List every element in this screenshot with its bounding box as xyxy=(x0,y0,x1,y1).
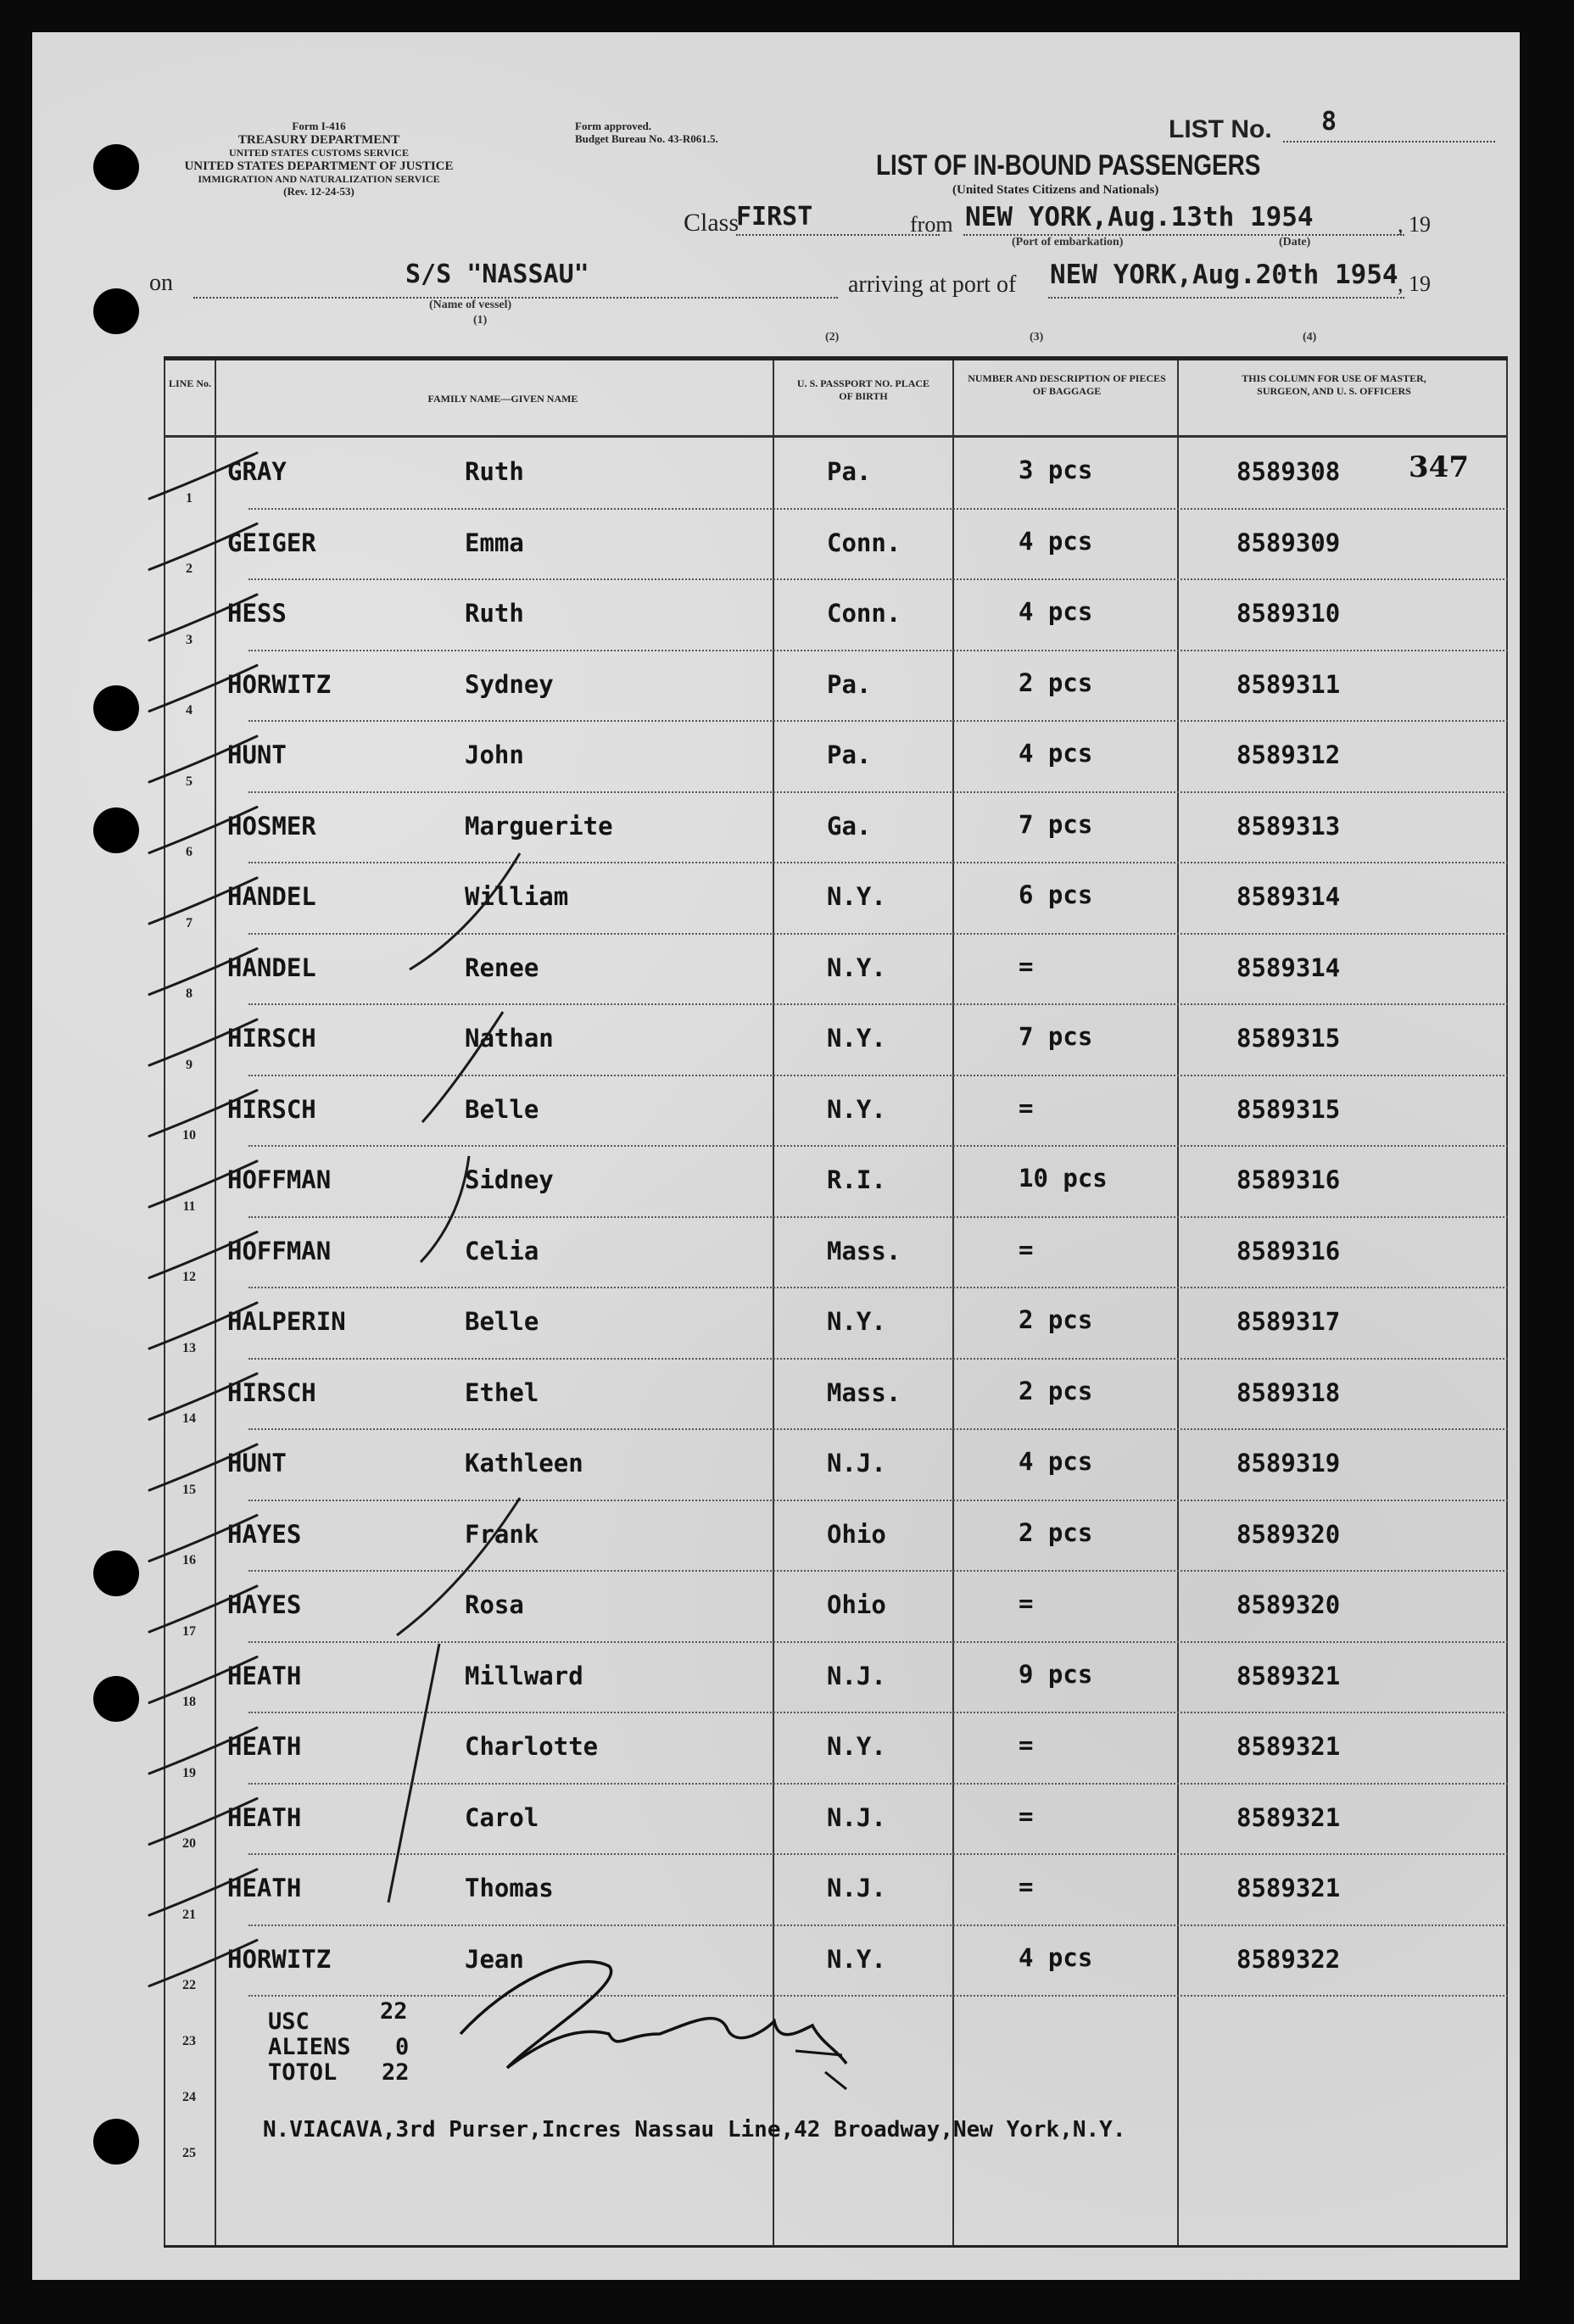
justice-dept: UNITED STATES DEPARTMENT OF JUSTICE xyxy=(184,159,454,173)
row-divider xyxy=(248,1003,1508,1005)
birth-place: N.J. xyxy=(827,1449,886,1478)
arriving-underline xyxy=(1048,297,1404,299)
table-row xyxy=(164,1505,1508,1576)
table-row xyxy=(164,1788,1508,1859)
given-name: Ethel xyxy=(465,1377,539,1407)
birth-place: N.Y. xyxy=(827,1094,886,1124)
line-number: 18 xyxy=(182,1695,196,1709)
usc-value: 22 xyxy=(380,1998,408,2025)
birth-place: Conn. xyxy=(827,528,901,557)
given-name: Marguerite xyxy=(465,811,613,841)
baggage-count: 7 pcs xyxy=(1019,809,1093,839)
given-name: Frank xyxy=(465,1519,539,1549)
arriving-year: , 19 xyxy=(1398,271,1431,296)
family-name: HALPERIN xyxy=(227,1307,346,1336)
row-divider xyxy=(248,578,1508,580)
line-number: 5 xyxy=(186,774,193,789)
line-number: 12 xyxy=(182,1270,196,1284)
row-divider xyxy=(248,1145,1508,1147)
table-row xyxy=(164,1575,1508,1646)
passport-number: 8589321 xyxy=(1236,1732,1341,1761)
baggage-count: 4 pcs xyxy=(1019,526,1093,556)
table-row xyxy=(164,513,1508,584)
caption-1: (1) xyxy=(473,314,488,327)
row-divider xyxy=(248,933,1508,935)
date-caption: (Date) xyxy=(1279,236,1311,249)
header-officers: THIS COLUMN FOR USE OF MASTER, SURGEON, AND U. S. OFFICERS xyxy=(1242,372,1426,397)
baggage-count: 10 pcs xyxy=(1019,1164,1108,1193)
line-number: 3 xyxy=(186,632,193,647)
family-name: HEATH xyxy=(227,1661,302,1690)
passport-number: 8589322 xyxy=(1236,1944,1341,1974)
baggage-count: 4 pcs xyxy=(1019,739,1093,768)
header-name: FAMILY NAME—GIVEN NAME xyxy=(427,393,578,405)
form-title: LIST OF IN-BOUND PASSENGERS xyxy=(876,149,1261,182)
from-year: , 19 xyxy=(1398,212,1431,237)
family-name: HAYES xyxy=(227,1590,302,1619)
margin-note: 347 xyxy=(1409,450,1469,484)
passport-number: 8589310 xyxy=(1236,599,1341,628)
table-row xyxy=(164,1008,1508,1080)
table-row xyxy=(164,442,1508,513)
family-name: HORWITZ xyxy=(227,1944,332,1974)
birth-place: N.Y. xyxy=(827,1024,886,1053)
line-number: 25 xyxy=(182,2146,196,2160)
birth-place: Ga. xyxy=(827,811,872,841)
class-value: FIRST xyxy=(736,202,813,232)
family-name: HOFFMAN xyxy=(227,1236,332,1265)
line-number: 23 xyxy=(182,2034,196,2048)
table-row xyxy=(164,1930,1508,2001)
birth-place: N.J. xyxy=(827,1802,886,1832)
on-label: on xyxy=(149,270,173,296)
family-name: HEATH xyxy=(227,1802,302,1832)
birth-place: N.Y. xyxy=(827,1732,886,1761)
binder-hole xyxy=(93,144,139,190)
given-name: Belle xyxy=(465,1094,539,1124)
line-number: 16 xyxy=(182,1553,196,1567)
line-number: 9 xyxy=(186,1057,193,1072)
baggage-count: = xyxy=(1019,1234,1034,1264)
table-row xyxy=(164,1080,1508,1151)
vessel-underline xyxy=(193,297,838,299)
line-number: 13 xyxy=(182,1340,196,1355)
arriving-value: NEW YORK,Aug.20th 1954 xyxy=(1050,260,1398,290)
total-label: TOTOL xyxy=(268,2059,338,2086)
birth-place: Mass. xyxy=(827,1236,901,1265)
birth-place: Pa. xyxy=(827,669,872,699)
passport-number: 8589311 xyxy=(1236,669,1341,699)
passport-number: 8589308 xyxy=(1236,457,1341,486)
birth-place: N.Y. xyxy=(827,882,886,911)
passport-number: 8589314 xyxy=(1236,882,1341,911)
line-number: 24 xyxy=(182,2090,196,2104)
passport-number: 8589316 xyxy=(1236,1236,1341,1265)
caption-3: (3) xyxy=(1030,331,1044,344)
vessel-caption: (Name of vessel) xyxy=(429,299,512,311)
baggage-count: = xyxy=(1019,1872,1034,1901)
row-divider xyxy=(248,1853,1508,1855)
line-number: 1 xyxy=(186,490,193,506)
line-number: 19 xyxy=(182,1765,196,1780)
row-divider xyxy=(248,1995,1508,1997)
row-divider xyxy=(248,720,1508,722)
line-number: 8 xyxy=(186,986,193,1001)
row-divider xyxy=(248,1075,1508,1076)
row-divider xyxy=(248,650,1508,651)
class-label: Class xyxy=(684,209,740,237)
line-number: 17 xyxy=(182,1623,196,1639)
line-number: 11 xyxy=(182,1198,196,1214)
family-name: HEATH xyxy=(227,1874,302,1902)
line-number: 6 xyxy=(186,845,193,859)
arriving-label: arriving at port of xyxy=(848,271,1017,298)
passport-number: 8589321 xyxy=(1236,1874,1341,1902)
baggage-count: 2 pcs xyxy=(1019,668,1093,697)
row-divider xyxy=(248,1500,1508,1501)
family-name: HORWITZ xyxy=(227,669,332,699)
row-divider xyxy=(248,1216,1508,1218)
family-name: HEATH xyxy=(227,1732,302,1761)
table-row xyxy=(164,655,1508,726)
given-name: Sidney xyxy=(465,1165,554,1194)
birth-place: Pa. xyxy=(827,740,872,769)
line-number: 20 xyxy=(182,1836,196,1851)
row-divider xyxy=(248,1428,1508,1430)
vessel-name: S/S "NASSAU" xyxy=(405,260,589,289)
given-name: John xyxy=(465,740,524,769)
row-divider xyxy=(248,791,1508,793)
class-underline xyxy=(736,234,940,236)
birth-place: Ohio xyxy=(827,1590,886,1619)
table-row xyxy=(164,725,1508,796)
passport-number: 8589318 xyxy=(1236,1377,1341,1407)
baggage-count: 7 pcs xyxy=(1019,1022,1093,1051)
given-name: Jean xyxy=(465,1944,524,1974)
baggage-count: = xyxy=(1019,1589,1034,1617)
baggage-count: = xyxy=(1019,1801,1034,1830)
list-label: LIST No. xyxy=(1169,115,1272,143)
line-number: 22 xyxy=(182,1978,196,1992)
passenger-table xyxy=(164,356,1508,2248)
passport-number: 8589315 xyxy=(1236,1024,1341,1053)
baggage-count: 9 pcs xyxy=(1019,1659,1093,1689)
baggage-count: 6 pcs xyxy=(1019,880,1093,909)
birth-place: Ohio xyxy=(827,1519,886,1549)
row-divider xyxy=(248,862,1508,863)
baggage-count: 3 pcs xyxy=(1019,455,1093,484)
table-row xyxy=(164,1221,1508,1293)
passport-number: 8589316 xyxy=(1236,1165,1341,1194)
passport-number: 8589317 xyxy=(1236,1307,1341,1336)
table-row xyxy=(164,867,1508,938)
ins-service: IMMIGRATION AND NATURALIZATION SERVICE xyxy=(198,173,440,186)
table-row xyxy=(164,1646,1508,1718)
passport-number: 8589319 xyxy=(1236,1449,1341,1478)
from-label: from xyxy=(910,212,953,237)
aliens-label: ALIENS xyxy=(268,2034,351,2060)
customs-service: UNITED STATES CUSTOMS SERVICE xyxy=(229,147,409,159)
family-name: HANDEL xyxy=(227,882,316,911)
budget-bureau: Budget Bureau No. 43-R061.5. xyxy=(575,131,718,145)
family-name: HANDEL xyxy=(227,953,316,982)
form-subtitle: (United States Citizens and Nationals) xyxy=(952,183,1159,197)
given-name: Kathleen xyxy=(465,1449,583,1478)
birth-place: R.I. xyxy=(827,1165,886,1194)
table-row xyxy=(164,938,1508,1009)
given-name: Sydney xyxy=(465,669,554,699)
given-name: Ruth xyxy=(465,599,524,628)
given-name: Renee xyxy=(465,953,539,982)
passport-number: 8589321 xyxy=(1236,1661,1341,1690)
passport-number: 8589309 xyxy=(1236,528,1341,557)
family-name: HAYES xyxy=(227,1519,302,1549)
form-number: Form I-416 xyxy=(292,120,346,132)
given-name: Belle xyxy=(465,1307,539,1336)
line-number: 10 xyxy=(182,1128,196,1142)
family-name: HOSMER xyxy=(227,811,316,841)
header-baggage: NUMBER AND DESCRIPTION OF PIECES OF BAGGAGE xyxy=(968,372,1166,397)
family-name: HIRSCH xyxy=(227,1024,316,1053)
approval-note xyxy=(575,120,829,146)
family-name: HUNT xyxy=(227,1449,287,1478)
baggage-count: 4 pcs xyxy=(1019,1447,1093,1476)
line-number: 15 xyxy=(182,1482,196,1497)
baggage-count: 4 pcs xyxy=(1019,597,1093,626)
list-underline xyxy=(1283,141,1495,142)
caption-2: (2) xyxy=(825,331,840,344)
aliens-value: 0 xyxy=(395,2034,410,2060)
table-row xyxy=(164,1717,1508,1788)
family-name: HOFFMAN xyxy=(227,1165,332,1194)
row-divider xyxy=(248,1358,1508,1360)
family-name: HESS xyxy=(227,599,287,628)
caption-4: (4) xyxy=(1303,331,1317,344)
binder-hole xyxy=(93,1550,139,1596)
department-header xyxy=(141,120,497,198)
passport-number: 8589313 xyxy=(1236,811,1341,841)
passport-number: 8589315 xyxy=(1236,1094,1341,1124)
list-number: 8 xyxy=(1321,107,1337,137)
given-name: Charlotte xyxy=(465,1732,599,1761)
usc-label: USC xyxy=(268,2008,310,2035)
family-name: GRAY xyxy=(227,457,287,486)
given-name: Thomas xyxy=(465,1874,554,1902)
given-name: Millward xyxy=(465,1661,583,1690)
purser-line: N.VIACAVA,3rd Purser,Incres Nassau Line,42 Broadway,New York,N.Y. xyxy=(263,2117,1126,2142)
total-value: 22 xyxy=(382,2059,410,2086)
family-name: GEIGER xyxy=(227,528,316,557)
treasury-dept: TREASURY DEPARTMENT xyxy=(237,132,400,147)
manifest-page xyxy=(32,32,1520,2280)
table-row xyxy=(164,1292,1508,1363)
given-name: Rosa xyxy=(465,1590,524,1619)
baggage-count: 4 pcs xyxy=(1019,1942,1093,1972)
table-row xyxy=(164,1150,1508,1221)
binder-hole xyxy=(93,807,139,853)
binder-hole xyxy=(93,288,139,334)
binder-hole xyxy=(93,685,139,731)
row-divider xyxy=(248,1783,1508,1785)
table-row xyxy=(164,796,1508,868)
birth-place: Mass. xyxy=(827,1377,901,1407)
given-name: Celia xyxy=(465,1236,539,1265)
form-approved: Form approved. xyxy=(575,120,652,132)
passport-number: 8589320 xyxy=(1236,1590,1341,1619)
birth-place: N.J. xyxy=(827,1661,886,1690)
baggage-count: 2 pcs xyxy=(1019,1305,1093,1334)
birth-place: N.Y. xyxy=(827,953,886,982)
given-name: Ruth xyxy=(465,457,524,486)
header-passport: U. S. PASSPORT NO. PLACE OF BIRTH xyxy=(796,377,930,402)
baggage-count: 2 pcs xyxy=(1019,1376,1093,1405)
table-row xyxy=(164,1363,1508,1434)
passport-number: 8589321 xyxy=(1236,1802,1341,1832)
port-embark-caption: (Port of embarkation) xyxy=(1012,236,1124,249)
header-line-no: LINE No. xyxy=(169,377,212,389)
table-row xyxy=(164,584,1508,655)
baggage-count: = xyxy=(1019,1730,1034,1759)
row-divider xyxy=(248,1287,1508,1288)
birth-place: N.Y. xyxy=(827,1307,886,1336)
passport-number: 8589312 xyxy=(1236,740,1341,769)
row-divider xyxy=(248,1925,1508,1926)
baggage-count: = xyxy=(1019,951,1034,980)
family-name: HIRSCH xyxy=(227,1094,316,1124)
revision: (Rev. 12-24-53) xyxy=(283,185,354,198)
binder-hole xyxy=(93,1676,139,1722)
row-divider xyxy=(248,508,1508,510)
passport-number: 8589320 xyxy=(1236,1519,1341,1549)
row-divider xyxy=(248,1641,1508,1643)
passport-number: 8589314 xyxy=(1236,953,1341,982)
row-divider xyxy=(248,1570,1508,1572)
given-name: Nathan xyxy=(465,1024,554,1053)
line-number: 21 xyxy=(182,1907,196,1922)
birth-place: N.J. xyxy=(827,1874,886,1902)
family-name: HUNT xyxy=(227,740,287,769)
line-number: 7 xyxy=(186,915,193,930)
table-row xyxy=(164,1858,1508,1930)
given-name: Carol xyxy=(465,1802,539,1832)
given-name: William xyxy=(465,882,569,911)
given-name: Emma xyxy=(465,528,524,557)
line-number: 4 xyxy=(186,703,193,718)
birth-place: Pa. xyxy=(827,457,872,486)
header-divider xyxy=(164,435,1508,438)
birth-place: Conn. xyxy=(827,599,901,628)
line-number: 2 xyxy=(186,561,193,576)
from-value: NEW YORK,Aug.13th 1954 xyxy=(965,202,1314,232)
row-divider xyxy=(248,1712,1508,1713)
table-row xyxy=(164,1433,1508,1505)
baggage-count: = xyxy=(1019,1092,1034,1122)
baggage-count: 2 pcs xyxy=(1019,1517,1093,1547)
birth-place: N.Y. xyxy=(827,1944,886,1974)
binder-hole xyxy=(93,2119,139,2165)
line-number: 14 xyxy=(182,1411,196,1426)
family-name: HIRSCH xyxy=(227,1377,316,1407)
